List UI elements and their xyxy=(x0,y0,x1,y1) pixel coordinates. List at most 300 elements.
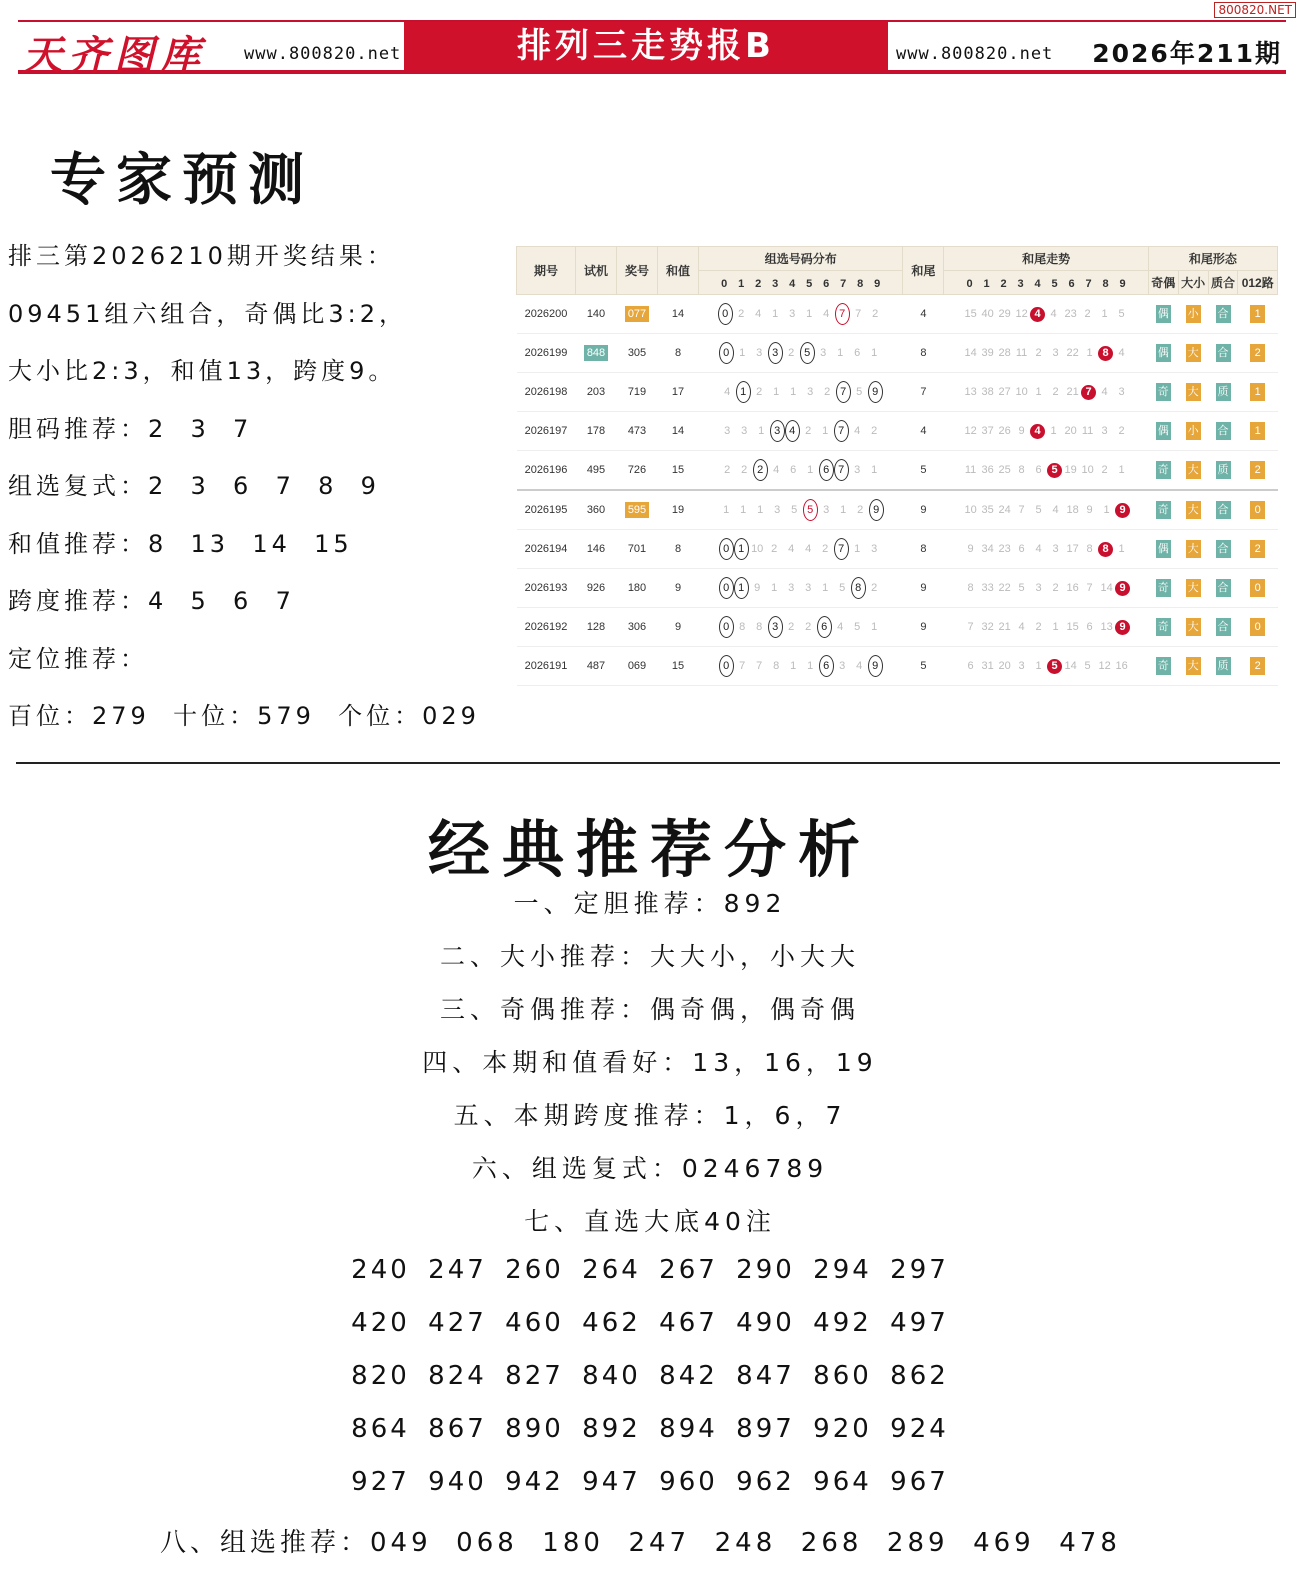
dist-value: 8 xyxy=(756,621,763,633)
tail-trend-value: 2 xyxy=(1101,463,1108,476)
tail-form-tag: 大 xyxy=(1186,657,1201,675)
dist-value: 2 xyxy=(738,308,745,320)
prize-number: 306 xyxy=(627,621,647,633)
period-cell: 2026194 xyxy=(517,530,576,569)
tail-form-cell xyxy=(1238,412,1278,451)
dist-value: 1 xyxy=(734,538,749,560)
dist-value: 3 xyxy=(854,464,861,476)
tail-form-tag: 小 xyxy=(1186,305,1201,323)
tail-form-tag: 质 xyxy=(1216,461,1231,479)
tail-form-tag: 质 xyxy=(1216,383,1231,401)
dist-value: 7 xyxy=(836,381,851,403)
prize-number: 726 xyxy=(627,464,647,476)
tail-trend-value: 22 xyxy=(998,581,1011,594)
expert-line: 09451组六组合，奇偶比3:2， xyxy=(8,299,407,328)
col-sum: 和值 xyxy=(658,247,699,295)
tail-trend-value: 2 xyxy=(1035,346,1042,359)
direct-number: 840 xyxy=(582,1361,641,1391)
tail-trend-value: 1 xyxy=(1101,307,1108,320)
tail-form-cell xyxy=(1148,334,1178,373)
trend-row xyxy=(517,608,1278,647)
tail-trend-value: 6 xyxy=(1086,620,1093,633)
dist-value: 7 xyxy=(835,303,850,325)
tail-form-tag: 质 xyxy=(1216,657,1231,675)
tail-cell: 8 xyxy=(903,334,944,373)
site-url-right[interactable]: www.800820.net xyxy=(896,44,1054,64)
period-cell: 2026192 xyxy=(517,608,576,647)
dist-value: 3 xyxy=(823,504,830,516)
tail-trend-value: 9 xyxy=(967,542,974,555)
site-logo: 天齐图库 xyxy=(22,32,206,79)
tail-form-tag: 偶 xyxy=(1156,422,1171,440)
sum-cell: 19 xyxy=(658,490,699,530)
dist-value: 7 xyxy=(739,660,746,672)
dist-value: 3 xyxy=(768,342,783,364)
direct-number: 860 xyxy=(813,1361,872,1391)
dist-value: 9 xyxy=(868,381,883,403)
test-cell xyxy=(576,295,617,334)
prize-cell xyxy=(617,412,658,451)
tail-form-tag: 大 xyxy=(1186,461,1201,479)
digit-header: 5 xyxy=(1051,277,1058,290)
tail-trend-value: 25 xyxy=(998,463,1011,476)
col-odd-even: 奇偶 xyxy=(1148,271,1178,295)
dist-value: 1 xyxy=(840,504,847,516)
tail-form-tag: 合 xyxy=(1216,305,1231,323)
tail-trend-value: 7 xyxy=(1081,385,1096,400)
tail-cell: 9 xyxy=(903,569,944,608)
tail-trend-value: 12 xyxy=(1098,659,1111,672)
digit-header: 1 xyxy=(738,277,745,290)
col-tail: 和尾 xyxy=(903,247,944,295)
dist-value: 1 xyxy=(773,386,780,398)
tail-form-cell xyxy=(1178,569,1208,608)
col-dist: 组选号码分布 xyxy=(699,247,903,271)
dist-value: 9 xyxy=(869,499,884,521)
direct-number: 467 xyxy=(659,1308,718,1338)
tail-form-cell xyxy=(1148,530,1178,569)
tail-trend-value: 36 xyxy=(981,463,994,476)
dist-value: 1 xyxy=(772,308,779,320)
trend-row xyxy=(517,647,1278,686)
tail-trend-value: 1 xyxy=(1035,659,1042,672)
test-cell xyxy=(576,647,617,686)
digit-header: 3 xyxy=(772,277,779,290)
tail-trend-value: 4 xyxy=(1101,385,1108,398)
dist-value: 3 xyxy=(871,543,878,555)
tail-trend-cell xyxy=(944,647,1148,686)
dist-value: 1 xyxy=(807,660,814,672)
digit-header: 2 xyxy=(1000,277,1007,290)
direct-number: 947 xyxy=(582,1467,641,1497)
tail-trend-value: 2 xyxy=(1035,620,1042,633)
dist-value: 3 xyxy=(756,347,763,359)
period-cell: 2026195 xyxy=(517,490,576,530)
dist-cell xyxy=(699,530,903,569)
dist-value: 6 xyxy=(819,459,834,481)
direct-number: 240 xyxy=(351,1255,410,1285)
tail-trend-value: 40 xyxy=(981,307,994,320)
direct-number: 864 xyxy=(351,1414,410,1444)
tail-form-tag: 0 xyxy=(1250,579,1265,597)
tail-form-cell xyxy=(1148,373,1178,412)
test-cell xyxy=(576,373,617,412)
digit-header: 8 xyxy=(1102,277,1109,290)
digit-header: 9 xyxy=(1119,277,1126,290)
tail-trend-value: 6 xyxy=(1035,463,1042,476)
direct-number: 820 xyxy=(351,1361,410,1391)
tail-trend-value: 6 xyxy=(967,659,974,672)
tail-trend-value: 16 xyxy=(1066,581,1079,594)
tail-form-tag: 0 xyxy=(1250,618,1265,636)
digit-header: 7 xyxy=(840,277,847,290)
tail-trend-cell xyxy=(944,451,1148,491)
test-number: 146 xyxy=(586,543,606,555)
tail-trend-cell xyxy=(944,490,1148,530)
tail-trend-value: 19 xyxy=(1064,463,1077,476)
tail-form-cell xyxy=(1238,608,1278,647)
direct-number: 867 xyxy=(428,1414,487,1444)
prize-number: 077 xyxy=(625,306,649,322)
dist-value: 10 xyxy=(751,543,764,555)
tail-form-tag: 大 xyxy=(1186,540,1201,558)
dist-value: 1 xyxy=(871,347,878,359)
tail-form-tag: 合 xyxy=(1216,501,1231,519)
dist-value: 1 xyxy=(871,621,878,633)
tail-trend-value: 23 xyxy=(998,542,1011,555)
dist-value: 1 xyxy=(723,504,730,516)
tail-trend-value: 34 xyxy=(981,542,994,555)
tail-trend-value: 17 xyxy=(1066,542,1079,555)
test-cell xyxy=(576,530,617,569)
tail-form-cell xyxy=(1178,451,1208,491)
trend-row xyxy=(517,530,1278,569)
tail-form-tag: 奇 xyxy=(1156,461,1171,479)
test-cell xyxy=(576,608,617,647)
tail-form-tag: 大 xyxy=(1186,501,1201,519)
test-cell xyxy=(576,451,617,491)
dist-value: 4 xyxy=(856,660,863,672)
expert-prediction-list xyxy=(8,236,508,754)
tail-trend-value: 4 xyxy=(1030,307,1045,322)
tail-trend-value: 15 xyxy=(1066,620,1079,633)
tail-trend-value: 3 xyxy=(1018,659,1025,672)
test-cell xyxy=(576,569,617,608)
number-row xyxy=(0,1308,1300,1338)
tail-form-tag: 合 xyxy=(1216,579,1231,597)
tail-trend-value: 3 xyxy=(1035,581,1042,594)
direct-number: 894 xyxy=(659,1414,718,1444)
digit-header: 1 xyxy=(983,277,990,290)
tail-form-cell xyxy=(1148,490,1178,530)
direct-number: 247 xyxy=(428,1255,487,1285)
direct-number: 847 xyxy=(736,1361,795,1391)
dist-value: 1 xyxy=(790,660,797,672)
prize-cell xyxy=(617,647,658,686)
tail-trend-value: 3 xyxy=(1052,542,1059,555)
digit-header: 2 xyxy=(755,277,762,290)
tail-trend-value: 1 xyxy=(1052,620,1059,633)
period-cell: 2026191 xyxy=(517,647,576,686)
tail-trend-value: 23 xyxy=(1064,307,1077,320)
tail-cell: 9 xyxy=(903,608,944,647)
tail-form-tag: 1 xyxy=(1250,383,1265,401)
tail-form-cell xyxy=(1238,569,1278,608)
header-bottom-rule xyxy=(18,70,1286,74)
direct-number: 964 xyxy=(813,1467,872,1497)
dist-value: 1 xyxy=(806,308,813,320)
tail-trend-value: 4 xyxy=(1018,620,1025,633)
dist-value: 1 xyxy=(822,425,829,437)
dist-value: 5 xyxy=(803,499,818,521)
test-number: 487 xyxy=(586,660,606,672)
prize-cell xyxy=(617,490,658,530)
dist-value: 2 xyxy=(822,543,829,555)
expert-line: 大小比2:3，和值13，跨度9。 xyxy=(8,357,397,385)
expert-line: 跨度推荐：4 5 6 7 xyxy=(8,587,295,615)
tail-form-cell xyxy=(1238,530,1278,569)
tail-trend-value: 22 xyxy=(1066,346,1079,359)
tail-form-cell xyxy=(1148,647,1178,686)
dist-value: 3 xyxy=(741,425,748,437)
tail-form-cell xyxy=(1178,373,1208,412)
tail-trend-value: 27 xyxy=(998,385,1011,398)
direct-number: 824 xyxy=(428,1361,487,1391)
expert-line: 排三第2026210期开奖结果： xyxy=(8,242,395,270)
prize-cell xyxy=(617,569,658,608)
dist-value: 2 xyxy=(756,386,763,398)
tail-form-tag: 合 xyxy=(1216,540,1231,558)
dist-value: 2 xyxy=(805,425,812,437)
direct-number: 827 xyxy=(505,1361,564,1391)
tail-form-tag: 合 xyxy=(1216,618,1231,636)
dist-value: 1 xyxy=(739,347,746,359)
direct-number: 897 xyxy=(736,1414,795,1444)
tail-trend-value: 2 xyxy=(1118,424,1125,437)
dist-value: 0 xyxy=(719,616,734,638)
tail-form-cell xyxy=(1178,608,1208,647)
tail-form-cell xyxy=(1208,412,1238,451)
tail-trend-value: 2 xyxy=(1084,307,1091,320)
tail-cell: 5 xyxy=(903,647,944,686)
tail-form-tag: 奇 xyxy=(1156,657,1171,675)
tail-trend-value: 5 xyxy=(1047,659,1062,674)
number-row xyxy=(0,1361,1300,1391)
tail-trend-value: 5 xyxy=(1118,307,1125,320)
direct-number: 962 xyxy=(736,1467,795,1497)
tail-trend-value: 26 xyxy=(998,424,1011,437)
dist-cell xyxy=(699,490,903,530)
tail-trend-value: 1 xyxy=(1050,424,1057,437)
dist-value: 1 xyxy=(790,386,797,398)
number-row xyxy=(0,1467,1300,1497)
tail-cell: 5 xyxy=(903,451,944,491)
tail-trend-value: 8 xyxy=(1098,346,1113,361)
col-period: 期号 xyxy=(517,247,576,295)
tail-trend-value: 2 xyxy=(1052,385,1059,398)
expert-line: 百位：279 十位：579 个位：029 xyxy=(8,702,480,730)
prize-cell xyxy=(617,295,658,334)
dist-value: 3 xyxy=(839,660,846,672)
tail-trend-value: 12 xyxy=(1015,307,1028,320)
classic-title: 经典推荐分析 xyxy=(427,813,872,886)
test-number: 203 xyxy=(586,386,606,398)
tail-trend-value: 1 xyxy=(1118,463,1125,476)
classic-line: 五、本期跨度推荐：1，6，7 xyxy=(453,1101,847,1130)
dist-value: 1 xyxy=(822,582,829,594)
tail-digit-header xyxy=(944,271,1148,295)
sum-cell: 8 xyxy=(658,530,699,569)
direct-number: 427 xyxy=(428,1308,487,1338)
tail-form-cell xyxy=(1208,530,1238,569)
tail-form-cell xyxy=(1178,490,1208,530)
dist-value: 4 xyxy=(837,621,844,633)
tail-trend-value: 11 xyxy=(1015,346,1028,359)
tail-trend-value: 9 xyxy=(1115,503,1130,518)
dist-value: 3 xyxy=(789,308,796,320)
dist-value: 4 xyxy=(785,420,800,442)
tail-trend-value: 11 xyxy=(964,463,977,476)
tail-trend-value: 14 xyxy=(964,346,977,359)
tail-form-cell xyxy=(1238,295,1278,334)
test-number: 495 xyxy=(586,464,606,476)
tail-trend-value: 33 xyxy=(981,581,994,594)
dist-cell xyxy=(699,412,903,451)
dist-value: 2 xyxy=(771,543,778,555)
classic-line: 四、本期和值看好：13，16，19 xyxy=(422,1048,878,1077)
dist-value: 1 xyxy=(740,504,747,516)
tail-trend-value: 8 xyxy=(1086,542,1093,555)
tail-form-cell xyxy=(1208,569,1238,608)
direct-number: 497 xyxy=(890,1308,949,1338)
tail-trend-cell xyxy=(944,334,1148,373)
dist-value: 7 xyxy=(834,420,849,442)
prize-cell xyxy=(617,530,658,569)
tail-trend-value: 3 xyxy=(1101,424,1108,437)
dist-cell xyxy=(699,295,903,334)
dist-cell xyxy=(699,647,903,686)
digit-header: 9 xyxy=(874,277,881,290)
trend-row xyxy=(517,334,1278,373)
dist-value: 5 xyxy=(800,342,815,364)
tail-trend-value: 5 xyxy=(1084,659,1091,672)
tail-trend-value: 12 xyxy=(964,424,977,437)
test-number: 140 xyxy=(586,308,606,320)
period-cell: 2026199 xyxy=(517,334,576,373)
direct-number: 490 xyxy=(736,1308,795,1338)
dist-value: 2 xyxy=(871,582,878,594)
dist-value: 4 xyxy=(755,308,762,320)
number-row xyxy=(0,1255,1300,1285)
tail-trend-value: 14 xyxy=(1064,659,1077,672)
prize-number: 719 xyxy=(627,386,647,398)
tail-cell: 8 xyxy=(903,530,944,569)
tail-form-tag: 偶 xyxy=(1156,305,1171,323)
tail-form-cell xyxy=(1238,490,1278,530)
dist-value: 9 xyxy=(868,655,883,677)
tail-trend-cell xyxy=(944,373,1148,412)
direct-number: 297 xyxy=(890,1255,949,1285)
tail-trend-value: 7 xyxy=(967,620,974,633)
dist-value: 1 xyxy=(757,504,764,516)
sum-cell: 14 xyxy=(658,295,699,334)
classic-line: 二、大小推荐：大大小，小大大 xyxy=(439,942,860,971)
section-divider xyxy=(16,762,1280,764)
dist-value: 5 xyxy=(791,504,798,516)
tail-form-cell xyxy=(1178,530,1208,569)
dist-value: 9 xyxy=(754,582,761,594)
digit-header: 7 xyxy=(1085,277,1092,290)
tail-trend-value: 6 xyxy=(1018,542,1025,555)
tail-trend-value: 10 xyxy=(1015,385,1028,398)
trend-row xyxy=(517,490,1278,530)
tail-trend-value: 16 xyxy=(1115,659,1128,672)
digit-header: 8 xyxy=(857,277,864,290)
tail-form-tag: 0 xyxy=(1250,501,1265,519)
tail-trend-value: 9 xyxy=(1086,503,1093,516)
tail-trend-value: 4 xyxy=(1050,307,1057,320)
tail-cell: 4 xyxy=(903,295,944,334)
dist-cell xyxy=(699,373,903,412)
dist-value: 7 xyxy=(855,308,862,320)
sum-cell: 17 xyxy=(658,373,699,412)
dist-value: 5 xyxy=(854,621,861,633)
dist-value: 4 xyxy=(724,386,731,398)
prize-number: 305 xyxy=(627,347,647,359)
tail-trend-cell xyxy=(944,569,1148,608)
tail-trend-value: 31 xyxy=(981,659,994,672)
prize-cell xyxy=(617,373,658,412)
sum-cell: 8 xyxy=(658,334,699,373)
dist-value: 3 xyxy=(768,616,783,638)
test-cell xyxy=(576,334,617,373)
direct-number: 960 xyxy=(659,1467,718,1497)
expert-line: 定位推荐： xyxy=(8,644,148,673)
direct-number: 892 xyxy=(582,1414,641,1444)
tail-trend-value: 1 xyxy=(1103,503,1110,516)
site-url-left[interactable]: www.800820.net xyxy=(244,44,402,64)
tail-trend-value: 4 xyxy=(1052,503,1059,516)
tail-cell: 9 xyxy=(903,490,944,530)
direct-number: 264 xyxy=(582,1255,641,1285)
tail-form-cell xyxy=(1208,295,1238,334)
tail-trend-value: 1 xyxy=(1086,346,1093,359)
tail-form-tag: 大 xyxy=(1186,344,1201,362)
direct-number: 492 xyxy=(813,1308,872,1338)
dist-value: 3 xyxy=(788,582,795,594)
tail-form-tag: 大 xyxy=(1186,618,1201,636)
direct-number: 942 xyxy=(505,1467,564,1497)
dist-value: 5 xyxy=(839,582,846,594)
tail-trend-value: 18 xyxy=(1066,503,1079,516)
dist-value: 3 xyxy=(805,582,812,594)
tail-form-tag: 2 xyxy=(1250,461,1265,479)
tail-form-tag: 奇 xyxy=(1156,579,1171,597)
dist-value: 1 xyxy=(854,543,861,555)
tail-trend-value: 37 xyxy=(981,424,994,437)
tail-trend-cell xyxy=(944,608,1148,647)
tail-trend-value: 35 xyxy=(981,503,994,516)
dist-value: 2 xyxy=(805,621,812,633)
col-tail-form: 和尾形态 xyxy=(1148,247,1277,271)
digit-header: 3 xyxy=(1017,277,1024,290)
digit-header: 6 xyxy=(1068,277,1075,290)
tail-trend-value: 38 xyxy=(981,385,994,398)
col-prize: 奖号 xyxy=(617,247,658,295)
dist-value: 4 xyxy=(805,543,812,555)
tail-form-cell xyxy=(1238,451,1278,491)
dist-value: 2 xyxy=(871,425,878,437)
